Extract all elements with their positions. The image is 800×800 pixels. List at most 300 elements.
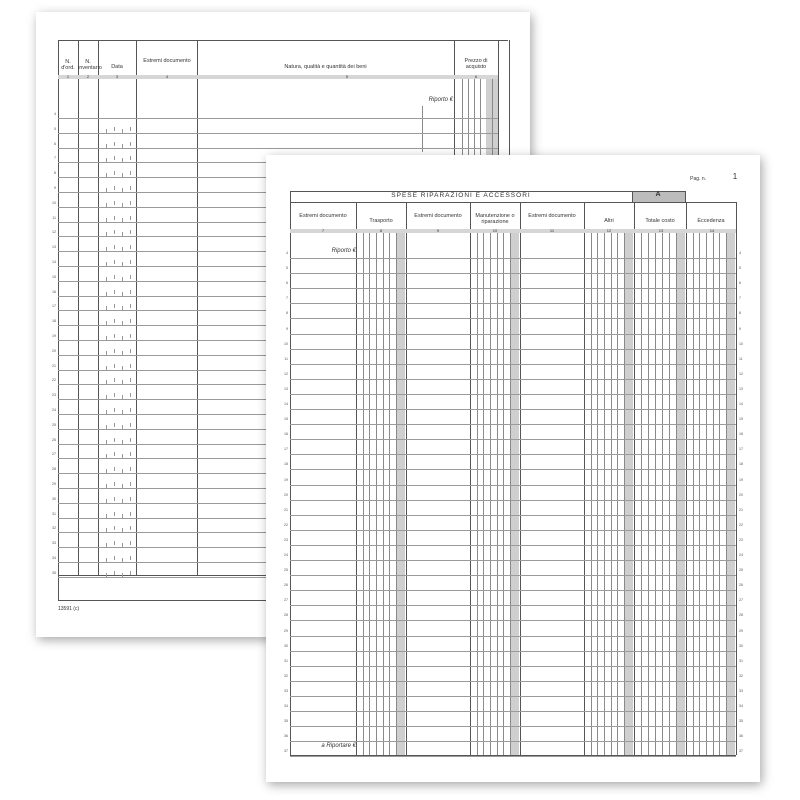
date-tick	[106, 158, 107, 162]
date-tick	[122, 425, 123, 429]
row-number-left: 32	[284, 673, 288, 678]
row-number-left: 7	[286, 296, 288, 301]
date-tick	[130, 423, 131, 427]
date-tick	[114, 290, 115, 294]
row-number-right: 29	[739, 628, 743, 633]
row-number: 24	[52, 408, 56, 412]
date-tick	[114, 393, 115, 397]
decimal-column	[624, 233, 633, 755]
date-tick	[130, 156, 131, 160]
row-number-left: 29	[284, 628, 288, 633]
date-tick	[106, 573, 107, 577]
row-rule	[290, 651, 736, 652]
row-rule	[290, 288, 736, 289]
date-tick	[106, 410, 107, 414]
row-number-right: 22	[739, 522, 743, 527]
riporto-label: Riporto €	[331, 248, 356, 254]
row-number-left: 24	[284, 553, 288, 557]
row-rule	[290, 454, 736, 455]
header-natura-beni: Natura, qualità e quantità dei beni	[284, 64, 367, 70]
row-number-left: 31	[284, 658, 288, 663]
digit-divider	[376, 233, 377, 755]
date-tick	[114, 201, 115, 205]
date-tick	[114, 349, 115, 353]
decimal-column	[726, 233, 735, 755]
date-tick	[114, 260, 115, 264]
col-number: 3	[115, 74, 119, 79]
date-tick	[122, 144, 123, 148]
digit-divider	[510, 233, 511, 755]
row-rule	[290, 575, 736, 576]
date-tick	[106, 218, 107, 222]
digit-divider	[713, 233, 714, 755]
date-tick	[106, 336, 107, 340]
date-tick	[122, 484, 123, 488]
date-tick	[106, 514, 107, 518]
date-tick	[114, 378, 115, 382]
page-label: Pag. n.	[690, 176, 706, 182]
digit-divider	[503, 233, 504, 755]
digit-divider	[490, 233, 491, 755]
row-rule	[290, 394, 736, 395]
date-tick	[122, 454, 123, 458]
date-tick	[106, 366, 107, 370]
row-number-right: 8	[739, 311, 741, 316]
row-number-left: 13	[284, 386, 288, 391]
decimal-column	[396, 233, 405, 755]
date-tick	[114, 452, 115, 456]
date-tick	[122, 543, 123, 547]
date-tick	[130, 275, 131, 279]
row-number: 10	[52, 200, 56, 205]
row-rule	[290, 741, 736, 742]
date-tick	[122, 514, 123, 518]
row-number: 12	[52, 230, 56, 235]
digit-divider	[389, 233, 390, 755]
col-number: 13	[658, 228, 664, 233]
row-number-left: 16	[284, 432, 288, 437]
row-number-right: 13	[739, 386, 743, 391]
col-number: 9	[436, 228, 440, 233]
date-tick	[114, 512, 115, 516]
col-number: 11	[549, 228, 555, 233]
date-tick	[122, 395, 123, 399]
row-rule	[58, 118, 498, 119]
row-number: 7	[54, 156, 56, 161]
col-number: 4	[165, 74, 169, 79]
date-tick	[106, 558, 107, 562]
row-number: 8	[54, 171, 56, 176]
row-number: 5	[54, 126, 56, 131]
digit-divider	[726, 233, 727, 755]
row-rule	[290, 439, 736, 440]
row-number-right: 15	[739, 417, 743, 422]
date-tick	[106, 380, 107, 384]
date-tick	[114, 156, 115, 160]
date-tick	[106, 262, 107, 266]
date-tick	[106, 454, 107, 458]
date-tick	[130, 526, 131, 530]
riporto-label: Riporto €	[428, 97, 453, 103]
date-tick	[130, 216, 131, 220]
date-tick	[122, 528, 123, 532]
row-number: 18	[52, 319, 56, 324]
date-tick	[106, 188, 107, 192]
header-data: Data	[111, 64, 123, 70]
decimal-column	[676, 233, 685, 755]
row-number: 14	[52, 260, 56, 264]
digit-divider	[617, 233, 618, 755]
digit-divider	[483, 233, 484, 755]
row-number-left: 4	[286, 251, 288, 255]
row-number: 33	[52, 541, 56, 546]
row-number: 34	[52, 556, 56, 560]
date-tick	[130, 142, 131, 146]
row-number: 22	[52, 378, 56, 383]
row-number-right: 7	[739, 296, 741, 301]
digit-divider	[591, 233, 592, 755]
col-number: 5	[345, 74, 349, 79]
row-number-left: 28	[284, 613, 288, 618]
date-tick	[106, 203, 107, 207]
date-tick	[130, 201, 131, 205]
date-tick	[114, 127, 115, 131]
date-tick	[130, 571, 131, 575]
row-number: 28	[52, 467, 56, 472]
date-tick	[114, 541, 115, 545]
date-tick	[130, 260, 131, 264]
row-number-left: 23	[284, 537, 288, 542]
col-number: 8	[379, 228, 383, 233]
row-number: 30	[52, 496, 56, 501]
date-tick	[130, 452, 131, 456]
date-tick	[114, 423, 115, 427]
row-rule	[290, 681, 736, 682]
row-number-right: 37	[739, 749, 743, 754]
date-tick	[106, 395, 107, 399]
digit-divider	[611, 233, 612, 755]
row-number-right: 33	[739, 688, 743, 693]
row-rule	[290, 726, 736, 727]
date-tick	[122, 380, 123, 384]
row-number-left: 37	[284, 749, 288, 754]
row-number-left: 6	[286, 281, 288, 286]
date-tick	[130, 230, 131, 234]
row-number: 11	[52, 215, 56, 220]
digit-divider	[597, 233, 598, 755]
digit-divider	[604, 233, 605, 755]
row-number-left: 9	[286, 326, 288, 331]
date-tick	[106, 543, 107, 547]
digit-divider	[655, 233, 656, 755]
digit-divider	[669, 233, 670, 755]
page-number: 1	[732, 172, 738, 181]
row-number: 35	[52, 570, 56, 575]
date-tick	[130, 171, 131, 175]
date-tick	[114, 319, 115, 323]
date-tick	[114, 438, 115, 442]
row-rule	[290, 364, 736, 365]
row-rule	[290, 605, 736, 606]
row-number-right: 17	[739, 447, 743, 452]
row-rule	[290, 273, 736, 274]
row-number-left: 11	[284, 356, 288, 361]
form-code: 13591 (c)	[58, 606, 80, 612]
row-rule	[290, 500, 736, 501]
row-rule	[290, 620, 736, 621]
date-tick	[106, 144, 107, 148]
row-number-right: 6	[739, 281, 741, 286]
row-rule	[290, 409, 736, 410]
date-tick	[122, 232, 123, 236]
header-prezzo-acquisto: Prezzo di acquisto	[464, 58, 488, 70]
row-number-left: 21	[284, 507, 288, 512]
row-rule	[290, 545, 736, 546]
row-number: 25	[52, 422, 56, 427]
row-number-right: 16	[739, 432, 743, 437]
row-number-right: 4	[739, 251, 741, 255]
row-number-right: 20	[739, 492, 743, 497]
section-title: SPESE RIPARAZIONI E ACCESSORI	[391, 192, 531, 199]
row-rule	[290, 318, 736, 319]
date-tick	[114, 230, 115, 234]
header-altri: Altri	[604, 218, 614, 224]
row-rule	[290, 515, 736, 516]
date-tick	[114, 334, 115, 338]
row-number-right: 11	[739, 356, 743, 361]
row-number-left: 12	[284, 371, 288, 376]
header-estremi-documento-2: Estremi documento	[414, 213, 462, 219]
date-tick	[106, 232, 107, 236]
row-number-right: 34	[739, 704, 743, 708]
row-number-right: 12	[739, 371, 743, 376]
digit-divider	[497, 233, 498, 755]
digit-divider	[369, 233, 370, 755]
date-tick	[114, 408, 115, 412]
header-n-ord: N. d'ord.	[61, 59, 75, 71]
row-number-right: 36	[739, 734, 743, 739]
date-tick	[122, 277, 123, 281]
row-number-left: 30	[284, 643, 288, 648]
row-number: 15	[52, 274, 56, 279]
date-tick	[122, 218, 123, 222]
row-number-right: 35	[739, 719, 743, 724]
row-number-left: 35	[284, 719, 288, 724]
date-tick	[122, 336, 123, 340]
row-rule	[290, 590, 736, 591]
row-number-left: 22	[284, 522, 288, 527]
header-estremi-documento-3: Estremi documento	[528, 213, 576, 219]
row-number-right: 24	[739, 553, 743, 557]
row-number-right: 18	[739, 462, 743, 467]
row-number-left: 26	[284, 583, 288, 588]
date-tick	[114, 216, 115, 220]
row-rule	[290, 560, 736, 561]
header-totale-costo: Totale costo	[645, 218, 675, 224]
section-letter: A	[655, 191, 661, 198]
date-tick	[122, 499, 123, 503]
row-number-left: 8	[286, 311, 288, 316]
date-tick	[106, 306, 107, 310]
col-number: 6	[474, 74, 478, 79]
date-tick	[106, 173, 107, 177]
date-tick	[130, 304, 131, 308]
date-tick	[106, 351, 107, 355]
row-rule	[290, 530, 736, 531]
row-number: 32	[52, 526, 56, 531]
row-number-right: 31	[739, 658, 743, 663]
row-number-left: 18	[284, 462, 288, 467]
row-number-right: 14	[739, 402, 743, 406]
row-number: 27	[52, 452, 56, 457]
row-number-left: 25	[284, 568, 288, 573]
row-number-right: 26	[739, 583, 743, 588]
header-eccedenza: Eccedenza	[697, 218, 725, 224]
date-tick	[106, 292, 107, 296]
row-number: 26	[52, 437, 56, 442]
date-tick	[114, 171, 115, 175]
row-number: 4	[54, 112, 56, 116]
row-rule	[290, 334, 736, 335]
col-number: 7	[321, 228, 325, 233]
row-number: 31	[52, 511, 56, 516]
decimal-column	[510, 233, 519, 755]
date-tick	[106, 425, 107, 429]
date-tick	[130, 319, 131, 323]
row-number-right: 10	[739, 341, 743, 346]
row-number-left: 20	[284, 492, 288, 497]
date-tick	[122, 351, 123, 355]
row-number-left: 36	[284, 734, 288, 739]
date-tick	[122, 129, 123, 133]
row-rule	[290, 485, 736, 486]
digit-divider	[396, 233, 397, 755]
row-number: 21	[52, 363, 56, 368]
row-rule	[290, 756, 736, 757]
row-rule	[290, 469, 736, 470]
date-tick	[114, 142, 115, 146]
row-number-right: 19	[739, 477, 743, 482]
date-tick	[130, 378, 131, 382]
row-number: 13	[52, 245, 56, 250]
row-number: 20	[52, 348, 56, 353]
date-tick	[130, 393, 131, 397]
row-number-left: 15	[284, 417, 288, 422]
date-tick	[114, 275, 115, 279]
row-number-right: 30	[739, 643, 743, 648]
digit-divider	[363, 233, 364, 755]
date-tick	[122, 410, 123, 414]
col-number: 14	[709, 228, 715, 233]
row-number-right: 28	[739, 613, 743, 618]
date-tick	[122, 173, 123, 177]
date-tick	[130, 541, 131, 545]
header-manutenzione: Manutenzione o riparazione	[475, 213, 515, 225]
date-tick	[106, 129, 107, 133]
date-tick	[130, 186, 131, 190]
date-tick	[106, 484, 107, 488]
date-tick	[130, 349, 131, 353]
digit-divider	[699, 233, 700, 755]
date-tick	[130, 438, 131, 442]
digit-divider	[383, 233, 384, 755]
row-number-right: 9	[739, 326, 741, 331]
date-tick	[130, 497, 131, 501]
date-tick	[130, 364, 131, 368]
row-number: 17	[52, 304, 56, 309]
row-rule	[290, 379, 736, 380]
row-number-right: 21	[739, 507, 743, 512]
row-rule	[290, 636, 736, 637]
date-tick	[130, 512, 131, 516]
date-tick	[106, 321, 107, 325]
digit-divider	[706, 233, 707, 755]
date-tick	[130, 482, 131, 486]
date-tick	[122, 247, 123, 251]
row-number-right: 5	[739, 266, 741, 271]
date-tick	[130, 334, 131, 338]
row-number: 23	[52, 393, 56, 398]
date-tick	[106, 469, 107, 473]
header-trasporto: Trasporto	[369, 218, 393, 224]
row-number: 9	[54, 186, 56, 190]
header-estremi-documento-1: Estremi documento	[299, 213, 347, 219]
date-tick	[130, 290, 131, 294]
row-number-left: 33	[284, 688, 288, 693]
row-number-right: 23	[739, 537, 743, 542]
date-tick	[122, 188, 123, 192]
date-tick	[106, 528, 107, 532]
row-number-left: 14	[284, 402, 288, 406]
row-number-left: 17	[284, 447, 288, 452]
row-number: 29	[52, 482, 56, 486]
date-tick	[122, 306, 123, 310]
row-number-left: 27	[284, 598, 288, 603]
date-tick	[106, 440, 107, 444]
row-rule	[290, 711, 736, 712]
date-tick	[122, 558, 123, 562]
digit-divider	[662, 233, 663, 755]
col-number: 1	[66, 74, 70, 79]
date-tick	[114, 497, 115, 501]
row-number-left: 34	[284, 704, 288, 708]
date-tick	[106, 499, 107, 503]
date-tick	[122, 292, 123, 296]
digit-divider	[641, 233, 642, 755]
digit-divider	[477, 233, 478, 755]
date-tick	[130, 408, 131, 412]
date-tick	[122, 158, 123, 162]
date-tick	[122, 203, 123, 207]
date-tick	[106, 277, 107, 281]
row-number-left: 10	[284, 341, 288, 346]
row-number-right: 32	[739, 673, 743, 678]
date-tick	[114, 467, 115, 471]
header-n-inventario: N. inventario	[78, 59, 102, 71]
row-rule	[58, 148, 498, 149]
row-rule	[290, 258, 736, 259]
digit-divider	[676, 233, 677, 755]
row-rule	[290, 303, 736, 304]
row-rule	[290, 349, 736, 350]
date-tick	[122, 469, 123, 473]
row-number-right: 25	[739, 568, 743, 573]
col-number: 10	[492, 228, 498, 233]
date-tick	[122, 440, 123, 444]
col-number: 12	[606, 228, 612, 233]
row-number-left: 19	[284, 477, 288, 482]
date-tick	[106, 247, 107, 251]
